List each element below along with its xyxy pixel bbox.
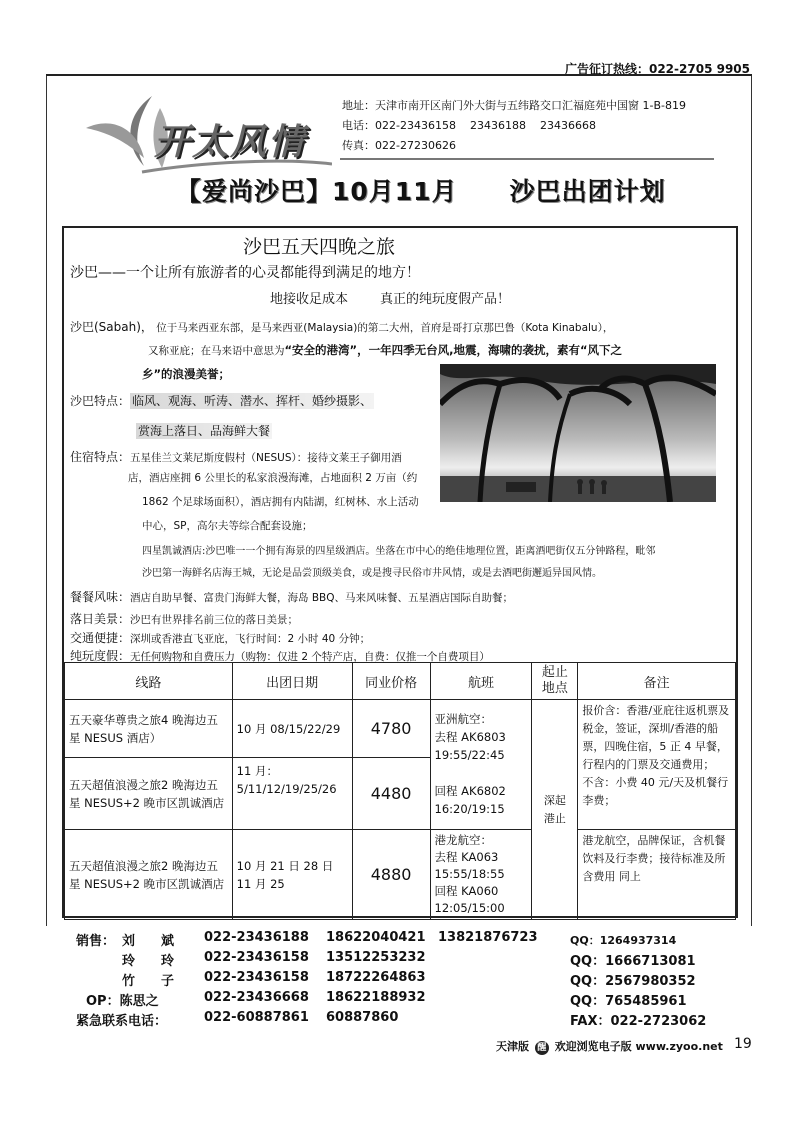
date-3-nov: 11 月 25: [236, 876, 285, 891]
date-3-oct: 10 月 21 日 28 日: [236, 858, 334, 873]
contact-1-tel: 022-23436188: [204, 930, 309, 945]
beach-photo: [440, 364, 716, 502]
tour-tags: [270, 288, 542, 307]
notes-ak: [578, 700, 736, 830]
lodging-text-1: 五星佳兰文莱尼斯度假村（NESUS）：接待文莱王子御用酒: [130, 452, 402, 464]
route-table: [64, 662, 736, 920]
contact-3-mobile: 18722264863: [326, 970, 426, 985]
fax: 传真：022-27230626: [342, 139, 456, 152]
flight-ak: [430, 700, 532, 830]
col-route: 线路: [65, 663, 233, 700]
contact-3-name: 竹 子: [122, 974, 175, 989]
date-3: [232, 830, 352, 920]
contact-2-qq: QQ：1666713081: [570, 954, 696, 969]
features-line-2: [136, 420, 272, 439]
contact-3-qq: QQ：2567980352: [570, 974, 696, 989]
transport-line: [70, 627, 370, 646]
intro-text-1: 位于马来西亚东部，是马来西亚(Malaysia)的第二大州，首府是哥打京那巴鲁（Kota Kinabalu），: [156, 322, 614, 334]
sunset-text: 沙巴有世界排名前三位的落日美景；: [130, 614, 299, 626]
intro-text-2a: 又称亚庇；在马来语中意思为: [148, 345, 285, 357]
op-label: OP：陈思之: [86, 994, 159, 1009]
transport-text: 深圳或香港直飞亚庇，飞行时间：2 小时 40 分钟；: [130, 633, 371, 645]
col-location: [532, 663, 578, 700]
flight-ak-return-time: 16:20/19:15: [434, 802, 505, 816]
lodging-line-1: [70, 446, 402, 465]
start-end-location: [532, 700, 578, 920]
emergency-label: 紧急联系电话：: [76, 1014, 168, 1029]
notes-exclude: 不含：小费 40 元/天及机餐行李费；: [582, 776, 729, 807]
table-header-row: [65, 663, 736, 700]
route-1: 五天豪华尊贵之旅4 晚海边五星 NESUS 酒店）: [65, 700, 233, 758]
op-tel: 022-23436668: [204, 990, 309, 1005]
flight-ka-out-time: 15:55/18:55: [434, 867, 505, 881]
col-location-line-1: 起止: [541, 665, 568, 680]
tour-slogan: 沙巴——一个让所有旅游者的心灵都能得到满足的地方！: [70, 265, 420, 281]
contact-2-name: 玲 玲: [122, 954, 175, 969]
location-start: 深起: [543, 793, 566, 807]
meals-line: [70, 586, 513, 605]
emergency-tel: 022-60887861: [204, 1010, 309, 1025]
price-2: 4480: [352, 758, 430, 830]
contact-1-mobile: 18622040421: [326, 930, 426, 945]
notes-include: 报价含：香港/亚庇往返机票及税金，签证，深圳/香港的船票，四晚住宿，5 正 4 早餐，行程内的门票及交通费用；: [582, 704, 730, 771]
date-2: [232, 758, 352, 830]
intro-line-3: 乡”的浪漫美誉；: [142, 367, 231, 381]
meals-text: 酒店自助早餐、富贵门海鲜大餐，海岛 BBQ、马来风味餐、五星酒店国际自助餐；: [130, 592, 514, 604]
tour-title: 沙巴五天四晚之旅: [243, 236, 396, 258]
flight-ka-return: 回程 KA060: [434, 884, 499, 898]
date-1: 10 月 08/15/22/29: [232, 700, 352, 758]
price-1: 4780: [352, 700, 430, 758]
features-text-2: 赏海上落日、品海鲜大餐: [138, 424, 271, 438]
sunset-line: [70, 608, 298, 627]
col-price: 同业价格: [352, 663, 430, 700]
intro-text-2b: “安全的港湾”，一年四季无台风,地震，海啸的袭扰，素有“风下之: [284, 343, 623, 357]
address: 地址：天津市南开区南门外大街与五纬路交口汇福庭苑中国窗 1-B-819: [342, 99, 686, 112]
intro-line-2: [148, 342, 622, 358]
table-row: [65, 700, 736, 758]
op-mobile: 18622188932: [326, 990, 426, 1005]
logo-text: 开太风情: [154, 121, 307, 163]
route-2: 五天超值浪漫之旅2 晚海边五星 NESUS+2 晚市区凯诚酒店: [65, 758, 233, 830]
badge-icon: 醒: [535, 1041, 549, 1055]
col-notes: 备注: [578, 663, 736, 700]
ad-hotline: 广告征订热线：022-2705 9905: [564, 62, 750, 76]
col-location-line-2: 地点: [541, 681, 568, 696]
phone-3: 23436668: [539, 119, 596, 132]
footer-text: 欢迎浏览电子版 www.zyoo.net: [554, 1040, 723, 1053]
transport-label: 交通便捷：: [70, 631, 131, 645]
contact-1-qq: QQ：1264937314: [570, 934, 677, 947]
agency-contact: [342, 96, 686, 156]
page-title: 【爱尚沙巴】10月11月 沙巴出团计划: [176, 177, 666, 206]
emergency-mobile: 60887860: [326, 1010, 399, 1025]
intro-line-1: [70, 318, 613, 335]
col-flight: 航班: [430, 663, 532, 700]
notes-ka: 港龙航空，品牌保证，含机餐饮料及行李费；接待标准及所含费用 同上: [578, 830, 736, 920]
op-qq: QQ：765485961: [570, 994, 687, 1009]
flight-ka-airline: 港龙航空：: [434, 833, 493, 847]
tag-pure: 真正的纯玩度假产品！: [380, 292, 511, 307]
date-2-month: 11 月：: [236, 764, 278, 778]
lodging-text-4: 中心，SP，高尔夫等综合配套设施；: [142, 520, 313, 532]
page-number: 19: [734, 1036, 752, 1052]
logo: [82, 88, 332, 178]
features-label: 沙巴特点：: [70, 394, 131, 408]
footer-edition: 天津版: [496, 1040, 529, 1053]
flight-ka: [430, 830, 532, 920]
contact-1-mobile-2: 13821876723: [438, 930, 538, 945]
location-end: 港止: [543, 811, 566, 825]
pure-label: 纯玩度假：: [70, 649, 131, 663]
lodging-text-6: 沙巴第一海鲜名店海王城，无论是品尝顶级美食，或是搜寻民俗市井风情，或是去酒吧街邂逅异国风情。: [142, 568, 602, 579]
pure-text: 无任何购物和自费压力（购物：仅进 2 个特产店，自费：仅推一个自费项目）: [130, 651, 490, 663]
footer: [496, 1038, 723, 1055]
sales-label: 销售：: [76, 934, 116, 949]
flight-ak-out: 去程 AK6803: [434, 730, 506, 744]
flight-ak-out-time: 19:55/22:45: [434, 748, 505, 762]
flight-ka-return-time: 12:05/15:00: [434, 901, 505, 915]
sunset-label: 落日美景：: [70, 612, 131, 626]
lodging-text-3: 1862 个足球场面积），酒店拥有内陆湖，红树林、水上活动: [142, 496, 419, 508]
header-rule: [340, 158, 714, 160]
phones: [342, 116, 686, 136]
contact-1-name: 刘 斌: [122, 934, 175, 949]
flight-ka-out: 去程 KA063: [434, 850, 499, 864]
fax-number: FAX：022-2723062: [570, 1014, 707, 1029]
lodging-text-5: 四星凯诚酒店:沙巴唯一一个拥有海景的四星级酒店。坐落在市中心的绝佳地理位置，距离酒吧街仅五分钟路程，毗邻: [142, 546, 656, 557]
tag-cost: 地接收足成本: [270, 292, 349, 307]
flight-ak-return: 回程 AK6802: [434, 784, 506, 798]
col-date: 出团日期: [232, 663, 352, 700]
contact-3-tel: 022-23436158: [204, 970, 309, 985]
lodging-text-2: 店，酒店座拥 6 公里长的私家浪漫海滩，占地面积 2 万亩（约: [128, 472, 418, 484]
meals-label: 餐餐风味：: [70, 590, 131, 604]
phone-label: 电话：: [342, 119, 375, 132]
table-row: [65, 830, 736, 920]
intro-label: 沙巴(Sabah)，: [70, 320, 153, 334]
contact-2-tel: 022-23436158: [204, 950, 309, 965]
features-line-1: [70, 390, 374, 409]
phone-2: 23436188: [469, 119, 526, 132]
phone-1: 022-23436158: [375, 119, 456, 132]
price-3: 4880: [352, 830, 430, 920]
date-2-days: 5/11/12/19/25/26: [236, 782, 337, 796]
contact-2-mobile: 13512253232: [326, 950, 426, 965]
route-3: 五天超值浪漫之旅2 晚海边五星 NESUS+2 晚市区凯诚酒店: [65, 830, 233, 920]
lodging-label: 住宿特点：: [70, 450, 131, 464]
features-text-1: 临风、观海、听涛、潜水、挥杆、婚纱摄影、: [132, 394, 373, 408]
palm-sunset-image: [440, 364, 716, 502]
flight-ak-airline: 亚洲航空：: [434, 712, 493, 726]
